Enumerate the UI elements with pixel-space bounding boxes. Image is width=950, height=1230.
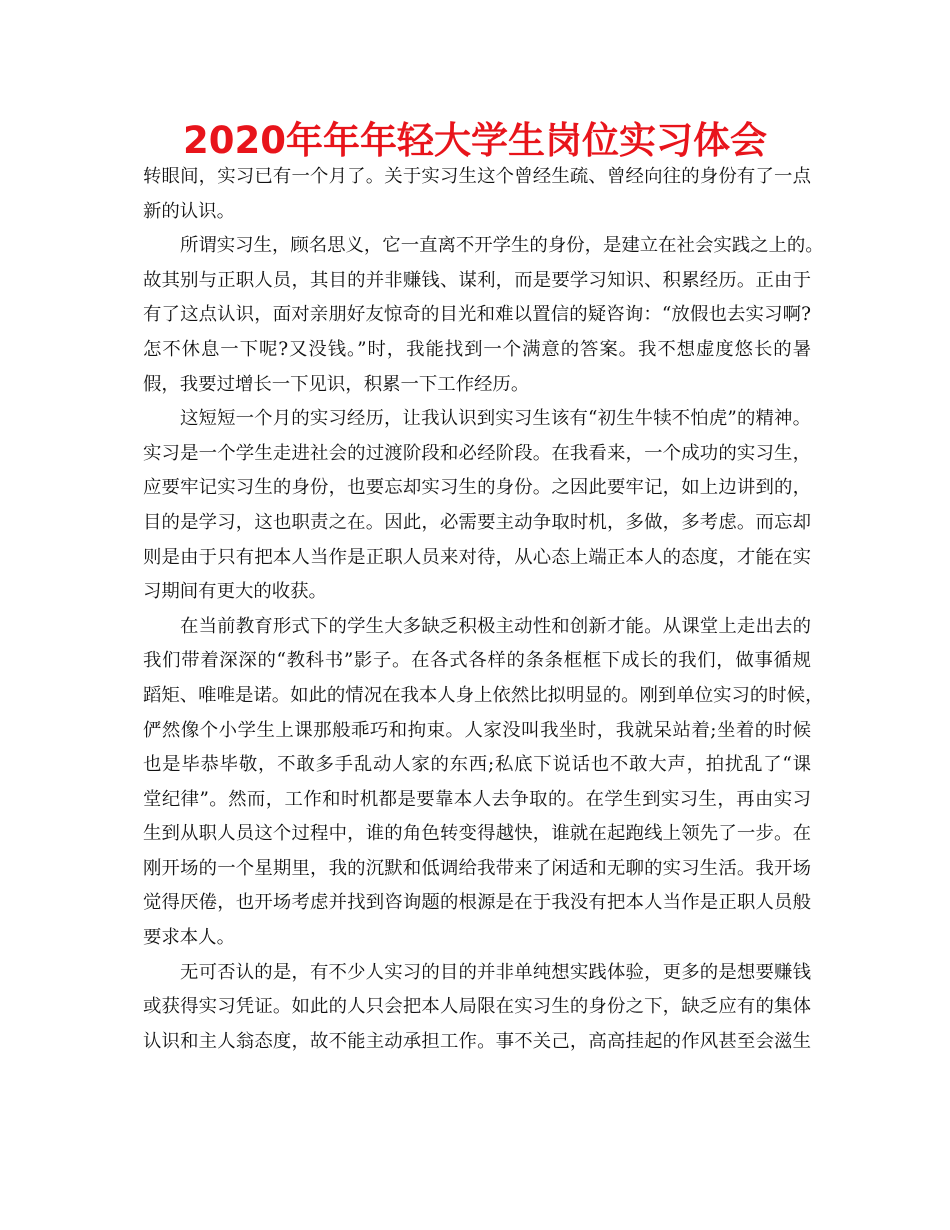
body-line: 新的认识。 xyxy=(143,200,235,222)
body-line: 转眼间，实习已有一个月了。关于实习生这个曾经生疏、曾经向往的身份有了一点 xyxy=(143,166,811,187)
body-line: 怎不休息一下呢?又没钱。”时，我能找到一个满意的答案。我不想虚度悠长的暑 xyxy=(143,338,811,360)
body-line: 也是毕恭毕敬，不敢多手乱动人家的东西;私底下说话也不敢大声，拍扰乱了“课 xyxy=(143,754,811,776)
body-line: 在当前教育形式下的学生大多缺乏积极主动性和创新才能。从课堂上走出去的 xyxy=(180,615,811,637)
body-line: 实习是一个学生走进社会的过渡阶段和必经阶段。在我看来，一个成功的实习生， xyxy=(143,442,811,464)
body-line: 有了这点认识，面对亲朋好友惊奇的目光和难以置信的疑咨询：“放假也去实习啊? xyxy=(143,304,811,326)
body-line: 要求本人。 xyxy=(143,927,235,949)
body-line: 堂纪律”。然而，工作和时机都是要靠本人去争取的。在学生到实习生，再由实习 xyxy=(143,788,811,810)
body-line: 则是由于只有把本人当作是正职人员来对待，从心态上端正本人的态度，才能在实 xyxy=(143,546,811,568)
body-line: 我们带着深深的“教科书”影子。在各式各样的条条框框下成长的我们，做事循规 xyxy=(143,650,811,672)
body-line: 刚开场的一个星期里，我的沉默和低调给我带来了闲适和无聊的实习生活。我开场 xyxy=(143,857,811,879)
document-body xyxy=(143,160,824,1059)
body-line: 目的是学习，这也职责之在。因此，必需要主动争取时机，多做，多考虑。而忘却 xyxy=(143,511,811,533)
body-line: 生到从职人员这个过程中，谁的角色转变得越快，谁就在起跑线上领先了一步。在 xyxy=(143,823,811,845)
body-line: 无可否认的是，有不少人实习的目的并非单纯想实践体验，更多的是想要赚钱 xyxy=(180,961,811,983)
body-line: 或获得实习凭证。如此的人只会把本人局限在实习生的身份之下，缺乏应有的集体 xyxy=(143,996,811,1018)
body-line: 习期间有更大的收获。 xyxy=(143,581,327,603)
body-line: 认识和主人翁态度，故不能主动承担工作。事不关己，高高挂起的作风甚至会滋生 xyxy=(143,1030,811,1052)
body-line: 这短短一个月的实习经历，让我认识到实习生该有“初生牛犊不怕虎”的精神。 xyxy=(180,408,811,430)
body-line: 觉得厌倦，也开场考虑并找到咨询题的根源是在于我没有把本人当作是正职人员般 xyxy=(143,892,811,914)
body-line: 所谓实习生，顾名思义，它一直离不开学生的身份，是建立在社会实践之上的。 xyxy=(180,235,824,257)
body-line: 假，我要过增长一下见识，积累一下工作经历。 xyxy=(143,373,530,395)
body-line: 蹈矩、唯唯是诺。如此的情况在我本人身上依然比拟明显的。刚到单位实习的时候， xyxy=(143,684,824,706)
body-line: 俨然像个小学生上课那般乖巧和拘束。人家没叫我坐时，我就呆站着;坐着的时候 xyxy=(143,719,811,741)
document-title: 2020年年年轻大学生岗位实习体会 xyxy=(183,119,767,162)
body-line: 故其别与正职人员，其目的并非赚钱、谋利，而是要学习知识、积累经历。正由于 xyxy=(143,269,811,291)
body-line: 应要牢记实习生的身份，也要忘却实习生的身份。之因此要牢记，如上边讲到的， xyxy=(143,477,811,499)
